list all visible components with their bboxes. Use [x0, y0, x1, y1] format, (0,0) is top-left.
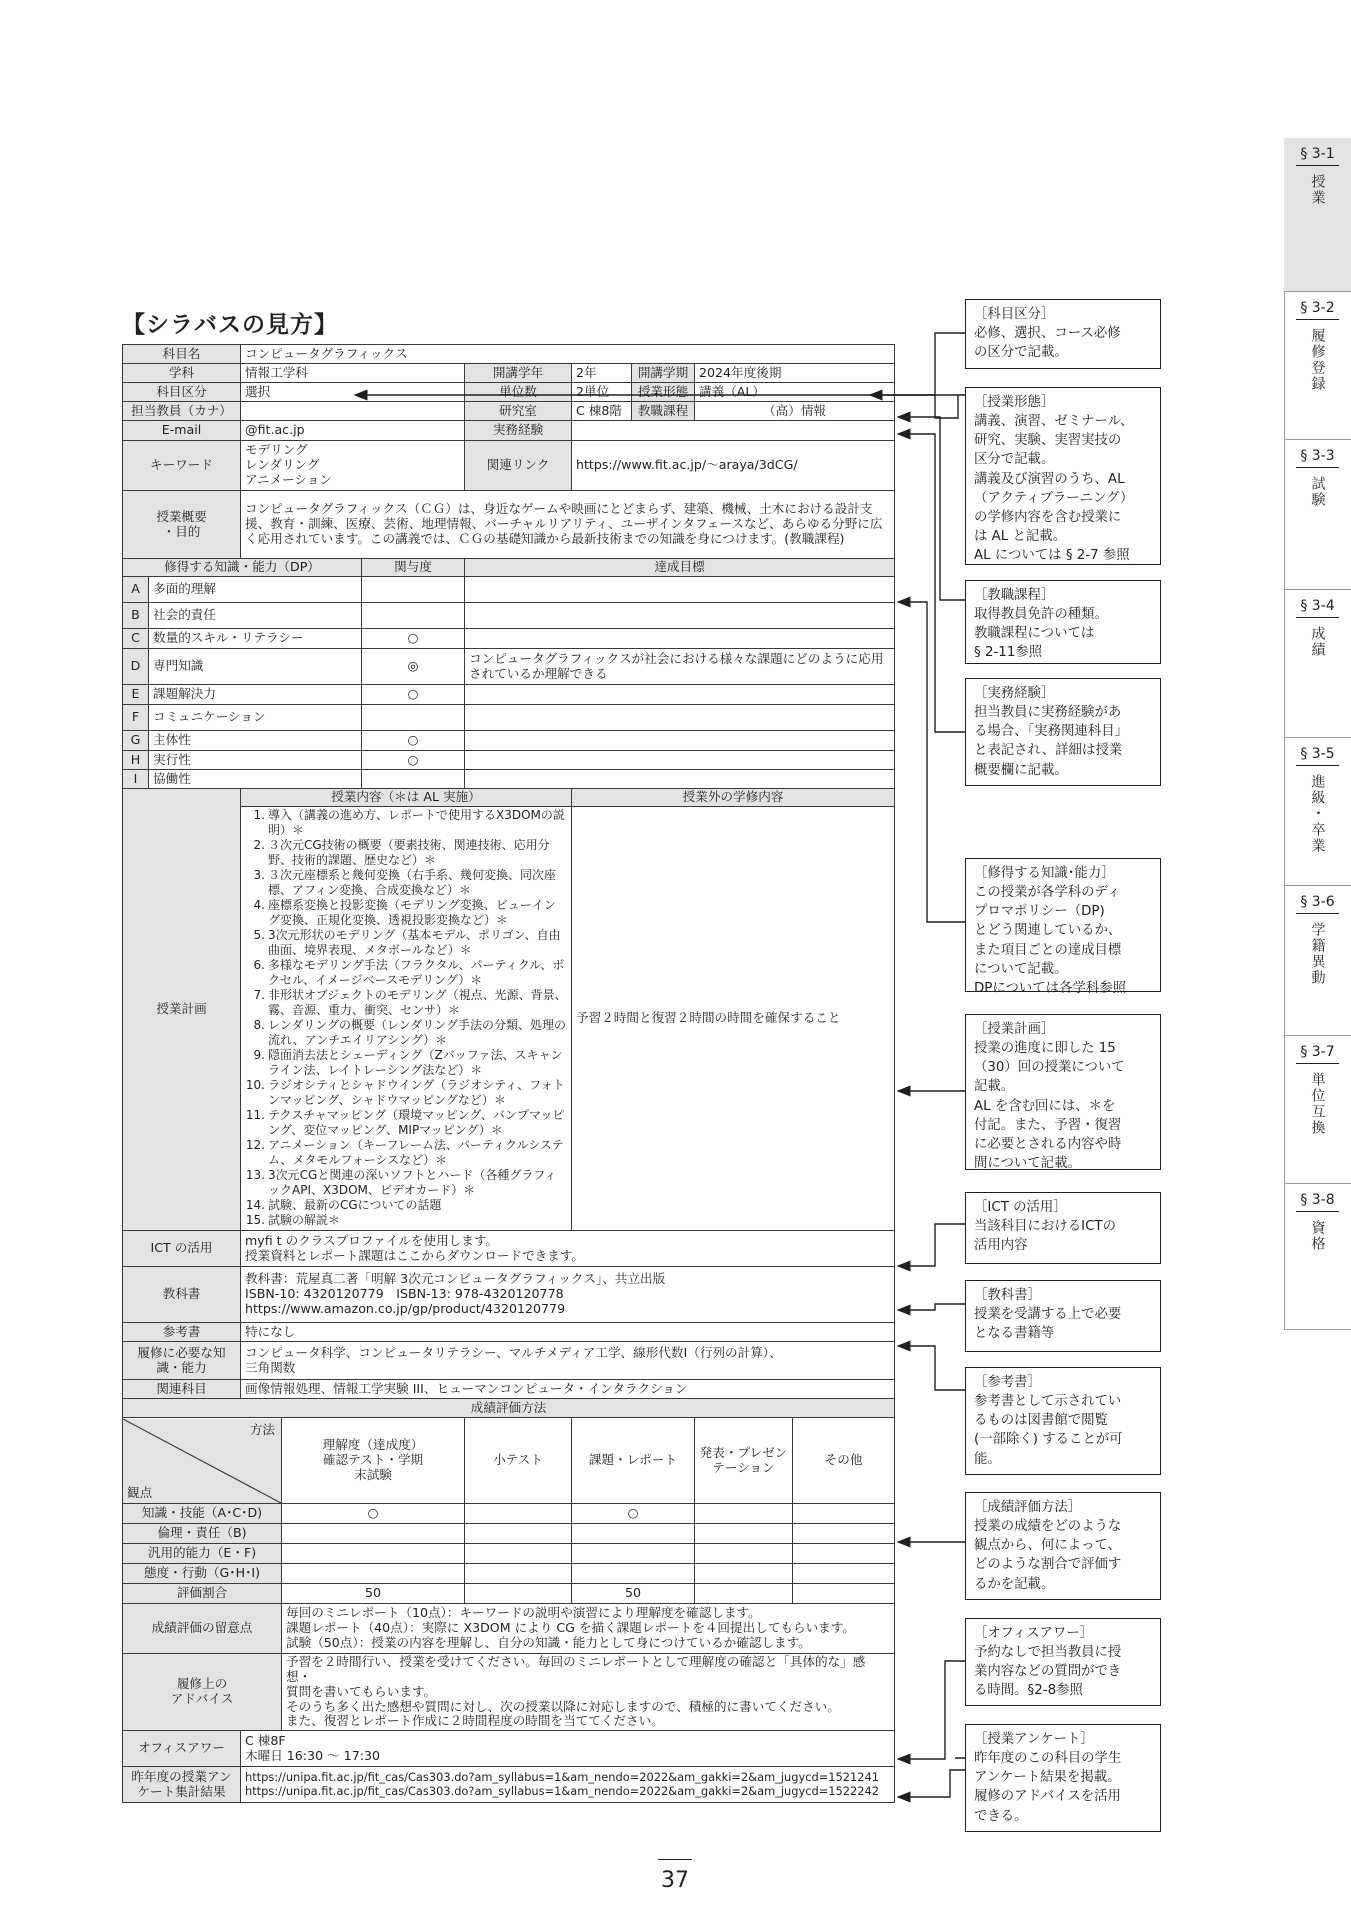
category-label: 科目区分 [123, 383, 241, 402]
note-course: ［教職課程］ 取得教員免許の種類。 教職課程については § 2-11参照 [965, 580, 1161, 664]
prereq-text: コンピュータ科学、コンピュータリテラシー、マルチメディア工学、線形代数Ⅰ（行列の計算）、 三角関数 [241, 1342, 895, 1380]
plan-item: 2. ３次元CG技術の概要（要素技術、関連技術、応用分野、技術的課題、歴史など）＊ [253, 838, 550, 867]
eval-row: 汎用的能力（E・F) [123, 1544, 895, 1564]
connector-dp [898, 602, 965, 922]
connector-category [355, 333, 965, 395]
dp-row: H 実行性 ○ [123, 751, 895, 770]
plan-item: 3. ３次元座標系と幾何変換（右手系、幾何変換、同次座標、アフィン変換、合成変換など）＊ [253, 868, 557, 897]
tab-3-4[interactable]: § 3-4 成績 [1284, 590, 1351, 738]
category-value: 選択 [241, 383, 465, 402]
connector-ict [898, 1224, 965, 1266]
related-text: 画像情報処理、情報工学実験 III、ヒューマンコンピュータ・インタラクション [241, 1380, 895, 1399]
keyword: レンダリング [245, 457, 320, 473]
tab-3-2[interactable]: § 3-2 履修登録 [1284, 292, 1351, 440]
lab-value: C 棟8階 [572, 402, 632, 421]
plan-header: 授業内容（＊は AL 実施） [241, 789, 572, 807]
eval-row: 知識・技能（A･C･D) ○ ○ [123, 1504, 895, 1524]
plan-item: 12. アニメーション（キーフレーム法、パーティクルシステム、メタモルフォーシスなど）＊ [245, 1138, 564, 1167]
related-label: 関連科目 [123, 1380, 241, 1399]
note-office: ［オフィスアワー］ 予約なしで担当教員に授 業内容などの質問ができ る時間。§2-8参照 [965, 1618, 1161, 1706]
plan-label: 授業計画 [123, 789, 241, 1231]
eval-title: 成績評価方法 [123, 1399, 895, 1418]
advice-text: 予習を２時間行い、授業を受けてください。毎回のミニレポートとして理解度の確認と「具体的な」感想・ 質問を書いてもらいます。 そのうち多く出た感想や質問に対し、次の授業以降に対応しますので、積極的に書いてください。 また、復習とレポート作成に２時間程度の時間を当ててください。 [282, 1654, 895, 1731]
plan-item: 1. 導入（講義の進め方、レポートで使用するX3DOMの説明）＊ [253, 808, 565, 837]
plan-item: 11. テクスチャマッピング（環境マッピング、バンプマッピング、変位マッピング、MIPマッピング）＊ [245, 1108, 565, 1137]
credits-value: 2単位 [572, 383, 632, 402]
note-survey: ［授業アンケート］ 昨年度のこの科目の学生 アンケート結果を掲載。 履修のアドバイスを活用 できる。 [965, 1724, 1161, 1832]
note-ict: ［ICT の活用］ 当該科目におけるICTの 活用内容 [965, 1192, 1161, 1264]
ict-label: ICT の活用 [123, 1231, 241, 1267]
eval-row: 評価割合 50 50 [123, 1584, 895, 1604]
keyword: モデリング [245, 442, 308, 458]
eval-row: 態度・行動（G･H･I) [123, 1564, 895, 1584]
reference-label: 参考書 [123, 1323, 241, 1342]
course-value: （高）情報 [695, 402, 895, 421]
dp-row: I 協働性 [123, 770, 895, 789]
overview-text: コンピュータグラフィックス（ＣＧ）は、身近なゲームや映画にとどまらず、建築、機械、土木における設計支援、教育・訓練、医療、芸術、地理情報、バーチャルリアリティ、ユーザインタフェースなど、あらゆる分野に広く応用されています。この講義では、ＣＧの基礎知識から最新技術までの知識を身につけます。(教職課程) [241, 491, 895, 559]
term-value: 2024年度後期 [695, 364, 895, 383]
plan-item: 10. ラジオシティとシャドウイング（ラジオシティ、フォトンマッピング、シャドウマッピングなど）＊ [245, 1078, 565, 1107]
office-text: C 棟8F 木曜日 16:30 ～ 17:30 [241, 1731, 895, 1767]
ict-text: myfi t のクラスプロファイルを使用します。 授業資料とレポート課題はここからダウンロードできます。 [241, 1231, 895, 1267]
note-form: ［授業形態］ 講義、演習、ゼミナール、 研究、実験、実習実技の 区分で記載。 講義及び演習のうち、AL （アクティブラーニング） の学修内容を含む授業に は AL と記載。 AL については § 2-7 参照 [965, 387, 1161, 565]
keyword-label: キーワード [123, 441, 241, 491]
subject-value: コンピュータグラフィックス [241, 345, 895, 364]
dp-row: A 多面的理解 [123, 577, 895, 603]
connector-course [898, 417, 965, 600]
dp-row: E 課題解決力 ○ [123, 685, 895, 705]
plan-item: 6. 多様なモデリング手法（フラクタル、パーティクル、ボクセル、イメージベースモデリング）＊ [253, 958, 565, 987]
page-number: 37 [661, 1868, 689, 1893]
goal-header: 達成目標 [465, 559, 895, 577]
plan-item: 4. 座標系変換と投影変換（モデリング変換、ビューイング変換、正規化変換、透視投影変換など）＊ [253, 898, 556, 927]
form-value: 講義（AL） [695, 383, 895, 402]
survey-link[interactable]: https://unipa.fit.ac.jp/fit_cas/Cas303.do?am_syllabus=1&am_nendo=2022&am_gakki=2&am_jugycd=1522242 [245, 1783, 879, 1798]
year-label: 開講学年 [465, 364, 572, 383]
connector-textbook [898, 1304, 965, 1310]
experience-label: 実務経験 [465, 421, 572, 441]
advice-label: 履修上の アドバイス [123, 1654, 282, 1731]
form-label: 授業形態 [632, 383, 695, 402]
reference-text: 特になし [241, 1323, 895, 1342]
eval-row: 倫理・責任（B) [123, 1524, 895, 1544]
note-plan: ［授業計画］ 授業の進度に即した 15 （30）回の授業について 記載。 AL を含む回には、＊を 付記。また、予習・復習 に必要とされる内容や時 間について記載。 [965, 1014, 1161, 1170]
page-title: 【シラバスの見方】 [122, 312, 338, 338]
tab-3-8[interactable]: § 3-8 資格 [1284, 1184, 1351, 1330]
tab-3-5[interactable]: § 3-5 進級・卒業 [1284, 738, 1351, 886]
note-category: ［科目区分］ 必修、選択、コース必修 の区分で記載。 [965, 299, 1161, 369]
link-label: 関連リンク [465, 441, 572, 491]
tab-3-7[interactable]: § 3-7 単位互換 [1284, 1036, 1351, 1184]
survey-link[interactable]: https://unipa.fit.ac.jp/fit_cas/Cas303.do?am_syllabus=1&am_nendo=2022&am_gakki=2&am_jugycd=1521241 [245, 1770, 879, 1785]
email-label: E-mail [123, 421, 241, 441]
connector-reference [898, 1346, 965, 1390]
prereq-label: 履修に必要な知 識・能力 [123, 1342, 241, 1380]
notes-text: 毎回のミニレポート（10点）：キーワードの説明や演習により理解度を確認します。 課題レポート（40点）：実際に X3DOM により CG を描く課題レポートを４回提出してもらいます。 試験（50点）：授業の内容を理解し、自分の知識・能力として身につけているか確認します。 [282, 1604, 895, 1654]
term-label: 開講学期 [632, 364, 695, 383]
tab-3-6[interactable]: § 3-6 学籍異動 [1284, 886, 1351, 1036]
page-number-rule [658, 1859, 692, 1860]
lab-label: 研究室 [465, 402, 572, 421]
dept-label: 学科 [123, 364, 241, 383]
keyword: アニメーション [245, 471, 333, 487]
tab-3-3[interactable]: § 3-3 試験 [1284, 440, 1351, 590]
eval-col: 理解度（達成度） 確認テスト・学期 末試験 [282, 1418, 465, 1504]
eval-view-label: 観点 [127, 1484, 153, 1500]
connector-experience [898, 434, 965, 732]
dp-row: B 社会的責任 [123, 603, 895, 629]
plan-item: 8. レンダリングの概要（レンダリング手法の分類、処理の流れ、アンチエイリアシング）＊ [253, 1018, 566, 1047]
teacher-label: 担当教員（カナ） [123, 402, 241, 421]
dept-value: 情報工学科 [241, 364, 465, 383]
plan-item: 7. 非形状オブジェクトのモデリング（視点、光源、背景、霧、音源、重力、衝突、センサ）＊ [253, 988, 567, 1017]
dp-row: C 数量的スキル・リテラシー ○ [123, 629, 895, 649]
connector-survey [898, 1770, 965, 1797]
outside-study: 予習２時間と復習２時間の時間を確保すること [572, 807, 895, 1231]
note-eval: ［成績評価方法］ 授業の成績をどのような 観点から、何によって、 どのような割合で評価す るかを記載。 [965, 1492, 1161, 1600]
email-value: @fit.ac.jp [241, 421, 465, 441]
year-value: 2年 [572, 364, 632, 383]
note-dp: ［修得する知識･能力］ この授業が各学科のディ プロマポリシー（DP) とどう関連しているか、 また項目ごとの達成目標 について記載。 DPについては各学科参照 [965, 858, 1161, 992]
notes-label: 成績評価の留意点 [123, 1604, 282, 1654]
dp-row: D 専門知識 ◎ コンピュータグラフィックスが社会における様々な課題にどのように応用されているか理解できる [123, 649, 895, 685]
office-label: オフィスアワー [123, 1731, 241, 1767]
plan-item: 9. 隠面消去法とシェーディング（Zバッファ法、スキャンライン法、レイトレーシング法など）＊ [253, 1048, 563, 1077]
outside-header: 授業外の学修内容 [572, 789, 895, 807]
note-textbook: ［教科書］ 授業を受講する上で必要 となる書籍等 [965, 1280, 1161, 1352]
note-experience: ［実務経験］ 担当教員に実務経験があ る場合、「実務関連科目」 と表記され、詳細は授業 概要欄に記載。 [965, 678, 1161, 786]
note-reference: ［参考書］ 参考書として示されてい るものは図書館で閲覧 (一部除く) することが可 能。 [965, 1367, 1161, 1475]
survey-label: 昨年度の授業アン ケート集計結果 [123, 1767, 241, 1803]
plan-item: 14. 試験、最新のCGについての話題 [245, 1198, 442, 1212]
dp-row: G 主体性 ○ [123, 731, 895, 751]
plan-item: 15. 試験の解説＊ [245, 1213, 341, 1227]
eval-col: 発表・プレゼン テーション [695, 1418, 793, 1504]
textbook-text: 教科書：荒屋真二著「明解 3次元コンピュータグラフィックス」、共立出版 ISBN-10: 4320120779 ISBN-13: 978-4320120778 https://www.amazon.co.jp/gp/product/4320120779 [241, 1267, 895, 1323]
subject-label: 科目名 [123, 345, 241, 364]
eval-col: 小テスト [465, 1418, 572, 1504]
eval-method-label: 方法 [249, 1421, 275, 1437]
related-link[interactable]: https://www.fit.ac.jp/～araya/3dCG/ [572, 441, 895, 491]
plan-item: 5. 3次元形状のモデリング（基本モデル、ポリゴン、自由曲面、境界表現、メタボールなど）＊ [253, 928, 561, 957]
eval-col: その他 [793, 1418, 895, 1504]
plan-item: 13. 3次元CGと関連の深いソフトとハード（各種グラフィックAPI、X3DOM、ビデオカード）＊ [245, 1168, 557, 1197]
tab-3-1[interactable]: § 3-1 授業 [1284, 138, 1351, 292]
eval-col: 課題・レポート [572, 1418, 695, 1504]
involve-header: 関与度 [362, 559, 465, 577]
overview-label: 授業概要 ・目的 [123, 491, 241, 559]
course-label: 教職課程 [632, 402, 695, 421]
textbook-label: 教科書 [123, 1267, 241, 1323]
credits-label: 単位数 [465, 383, 572, 402]
dp-header: 修得する知識・能力（DP） [123, 559, 362, 577]
dp-row: F コミュニケーション [123, 705, 895, 731]
connector-office [898, 1661, 965, 1759]
